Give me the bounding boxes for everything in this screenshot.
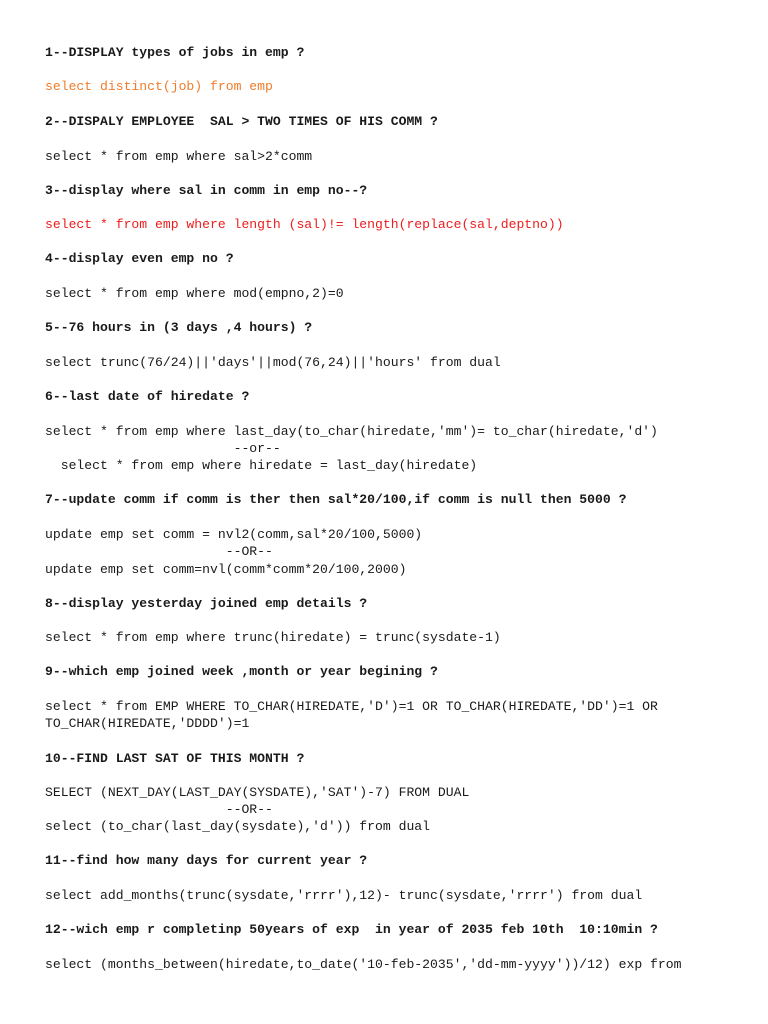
answer-10-separator: --OR-- (45, 802, 273, 817)
answer-4-line-1: select * from emp where mod(empno,2)=0 (45, 286, 344, 301)
answer-9-line-1: select * from EMP WHERE TO_CHAR(HIREDATE,'D')=1 OR TO_CHAR(HIREDATE,'DD')=1 OR (45, 699, 658, 714)
question-10: 10--FIND LAST SAT OF THIS MONTH ? (45, 751, 305, 766)
question-3: 3--display where sal in comm in emp no--? (45, 183, 368, 198)
question-5: 5--76 hours in (3 days ,4 hours) ? (45, 320, 313, 335)
question-12: 12--wich emp r completinp 50years of exp in year of 2035 feb 10th 10:10min ? (45, 922, 658, 937)
question-8: 8--display yesterday joined emp details ? (45, 596, 368, 611)
question-7: 7--update comm if comm is ther then sal*20/100,if comm is null then 5000 ? (45, 492, 627, 507)
answer-8-line-1: select * from emp where trunc(hiredate) = trunc(sysdate-1) (45, 630, 501, 645)
answer-6-separator: --or-- (45, 441, 281, 456)
question-11: 11--find how many days for current year ? (45, 853, 368, 868)
answer-6-line-3: select * from emp where hiredate = last_day(hiredate) (45, 458, 478, 473)
answer-7-separator: --OR-- (45, 544, 273, 559)
answer-12-line-1: select (months_between(hiredate,to_date('10-feb-2035','dd-mm-yyyy'))/12) exp from (45, 957, 682, 972)
answer-9-line-2: TO_CHAR(HIREDATE,'DDDD')=1 (45, 716, 250, 731)
answer-10-line-1: SELECT (NEXT_DAY(LAST_DAY(SYSDATE),'SAT')-7) FROM DUAL (45, 785, 470, 800)
answer-10-line-3: select (to_char(last_day(sysdate),'d')) from dual (45, 819, 431, 834)
question-4: 4--display even emp no ? (45, 251, 234, 266)
answer-6-line-1: select * from emp where last_day(to_char(hiredate,'mm')= to_char(hiredate,'d') (45, 424, 658, 439)
answer-1-line-1: select distinct(job) from emp (45, 79, 273, 94)
answer-3-line-1: select * from emp where length (sal)!= length(replace(sal,deptno)) (45, 217, 564, 232)
answer-5-line-1: select trunc(76/24)||'days'||mod(76,24)||'hours' from dual (45, 355, 501, 370)
question-9: 9--which emp joined week ,month or year begining ? (45, 664, 438, 679)
question-6: 6--last date of hiredate ? (45, 389, 250, 404)
answer-2-line-1: select * from emp where sal>2*comm (45, 149, 313, 164)
answer-7-line-3: update emp set comm=nvl(comm*comm*20/100,2000) (45, 562, 407, 577)
answer-11-line-1: select add_months(trunc(sysdate,'rrrr'),12)- trunc(sysdate,'rrrr') from dual (45, 888, 643, 903)
question-2: 2--DISPALY EMPLOYEE SAL > TWO TIMES OF HIS COMM ? (45, 114, 438, 129)
answer-7-line-1: update emp set comm = nvl2(comm,sal*20/100,5000) (45, 527, 423, 542)
question-1: 1--DISPLAY types of jobs in emp ? (45, 45, 305, 60)
